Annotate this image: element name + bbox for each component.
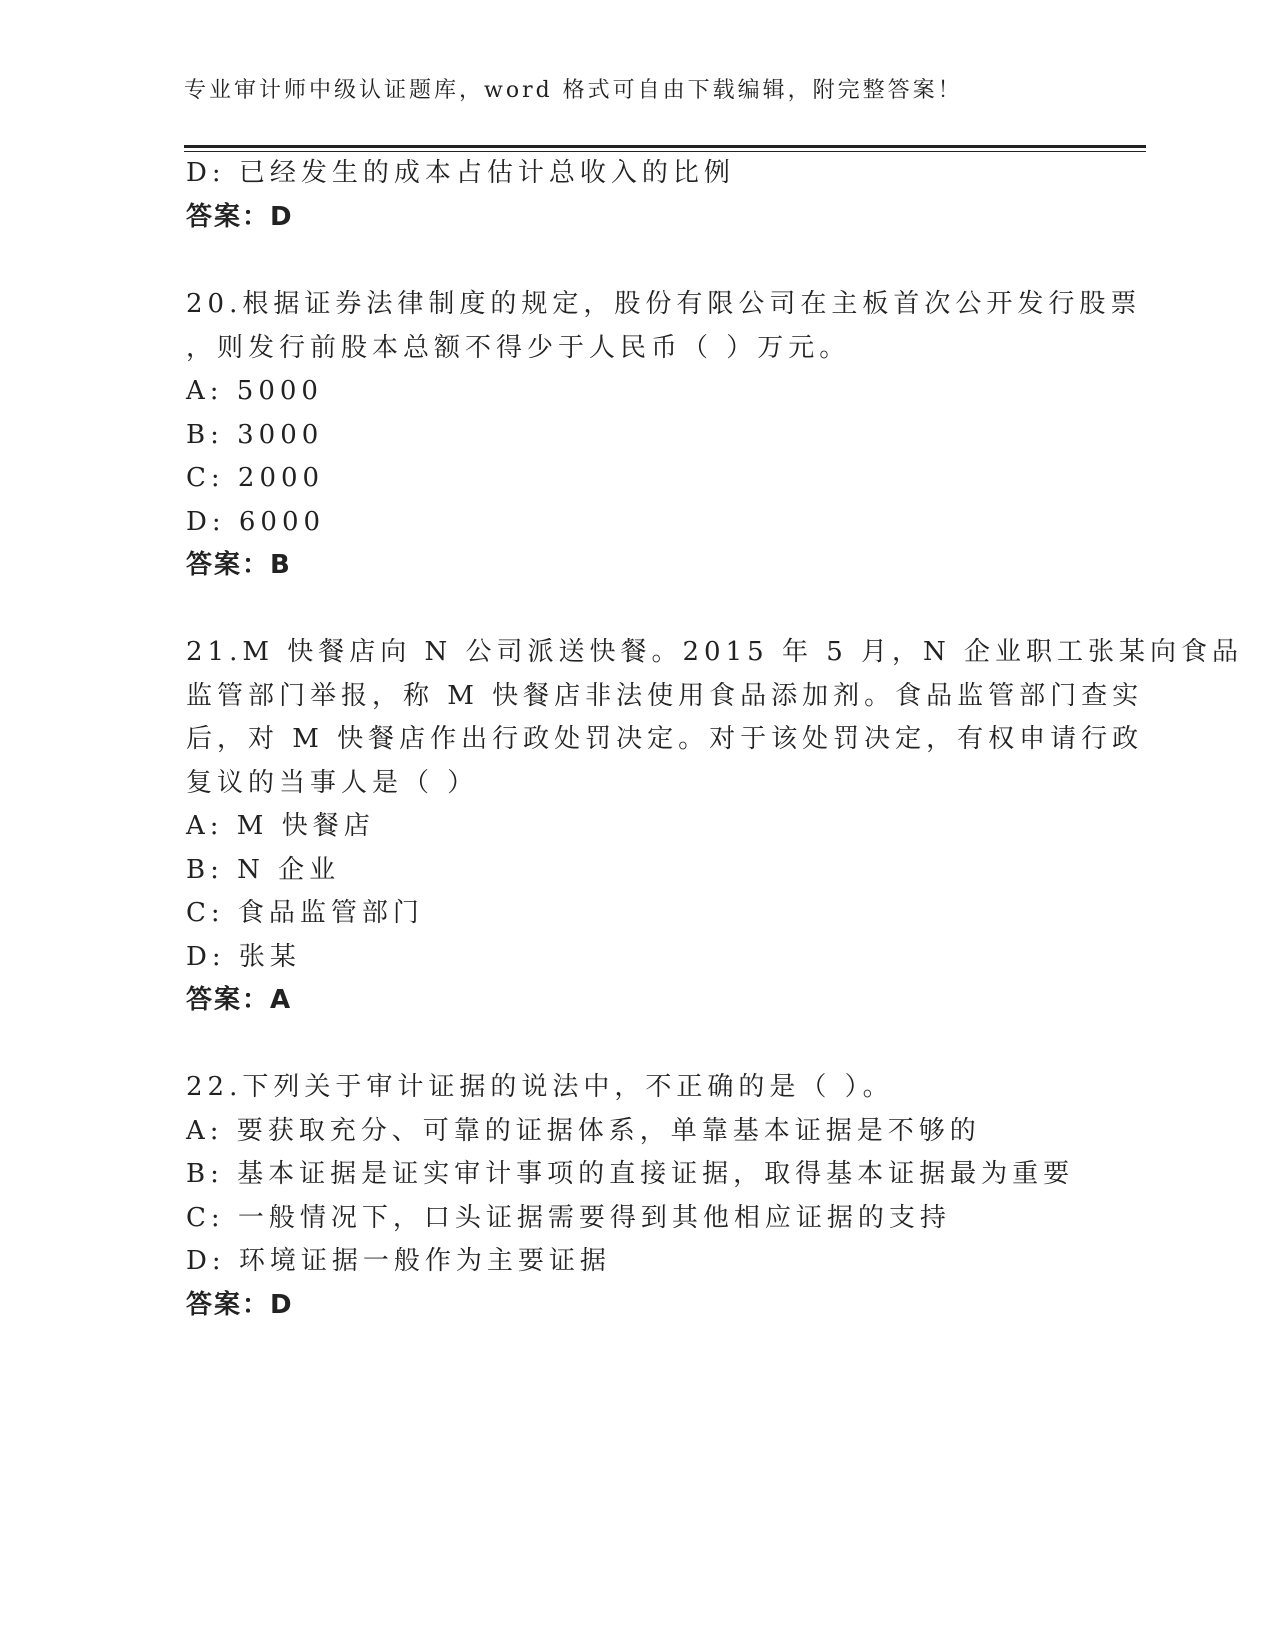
question-stem-line: 21.M 快餐店向 N 公司派送快餐。2015 年 5 月，N 企业职工张某向食品 (186, 637, 1244, 667)
answer: 答案：A (186, 985, 293, 1015)
answer: 答案：D (186, 202, 294, 232)
option-c: C: 一般情况下，口头证据需要得到其他相应证据的支持 (186, 1203, 951, 1233)
option-c: C: 食品监管部门 (186, 898, 424, 928)
option-b: B: 基本证据是证实审计事项的直接证据，取得基本证据最为重要 (186, 1159, 1075, 1189)
option-d: D: 6000 (186, 507, 326, 537)
option-a: A: M 快餐店 (186, 811, 375, 841)
option-d: D: 环境证据一般作为主要证据 (186, 1246, 611, 1276)
answer: 答案：B (186, 550, 292, 580)
option-d: D: 已经发生的成本占估计总收入的比例 (186, 158, 735, 188)
question-stem-line: 22.下列关于审计证据的说法中，不正确的是（ ）。 (186, 1072, 894, 1102)
question-stem-line: ，则发行前股本总额不得少于人民币（ ）万元。 (186, 333, 851, 363)
question-stem-line: 监管部门举报，称 M 快餐店非法使用食品添加剂。食品监管部门查实 (186, 681, 1144, 711)
option-b: B: N 企业 (186, 855, 341, 885)
page-header: 专业审计师中级认证题库，word 格式可自由下载编辑，附完整答案！ (184, 78, 963, 103)
option-d: D: 张某 (186, 942, 301, 972)
header-rule-thin (184, 151, 1146, 152)
option-a: A: 要获取充分、可靠的证据体系，单靠基本证据是不够的 (186, 1116, 981, 1146)
header-rule (184, 145, 1146, 148)
option-a: A: 5000 (186, 376, 323, 406)
answer: 答案：D (186, 1290, 294, 1320)
option-c: C: 2000 (186, 463, 325, 493)
question-stem-line: 后，对 M 快餐店作出行政处罚决定。对于该处罚决定，有权申请行政 (186, 724, 1144, 754)
option-b: B: 3000 (186, 420, 324, 450)
question-stem-line: 20.根据证券法律制度的规定，股份有限公司在主板首次公开发行股票 (186, 289, 1142, 319)
question-stem-line: 复议的当事人是（ ） (186, 768, 479, 798)
